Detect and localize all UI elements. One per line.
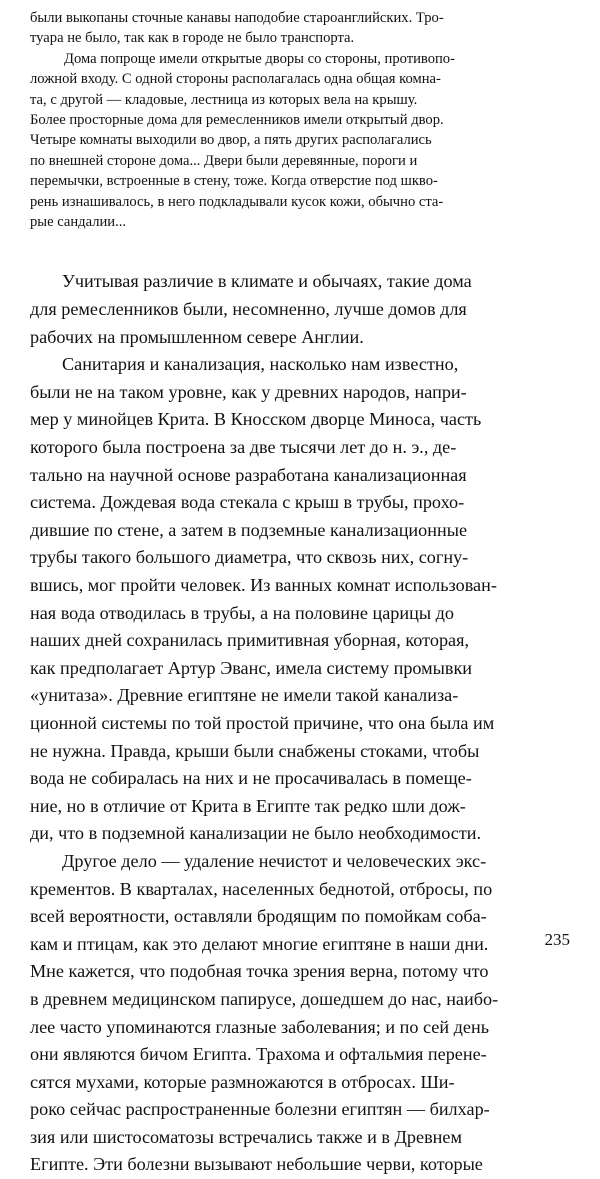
text-line: наших дней сохранилась примитивная уборная, которая, xyxy=(30,630,470,651)
text-line: Санитария и канализация, насколько нам известно, xyxy=(62,354,459,375)
quote-line: рень изнашивалось, в него подкладывали кусок кожи, обычно ста- xyxy=(30,193,444,210)
text-line: Египте. Эти болезни вызывают небольшие черви, которые xyxy=(30,1154,483,1175)
text-line: лее часто упоминаются глазные заболевания; и по сей день xyxy=(30,1016,489,1037)
text-line: «унитаза». Древние египтяне не имели такой канализа- xyxy=(30,685,459,706)
quote-line: были выкопаны сточные канавы наподобие староанглийских. Тро- xyxy=(30,10,444,26)
section-gap xyxy=(30,232,570,268)
quote-line: по внешней стороне дома... Двери были деревянные, пороги и xyxy=(30,152,418,169)
quote-line: Четыре комнаты выходили во двор, а пять других располагались xyxy=(30,132,432,149)
text-line: которого была построена за две тысячи лет до н. э., де- xyxy=(30,437,457,458)
text-line: ционной системы по той простой причине, что она была им xyxy=(30,712,495,733)
text-line: они являются бичом Египта. Трахома и офтальмия перене- xyxy=(30,1044,487,1065)
text-line: кам и птицам, как это делают многие египтяне в наши дни. xyxy=(30,933,489,954)
text-line: система. Дождевая вода стекала с крыш в трубы, прохо- xyxy=(30,492,465,513)
quote-line: ложной входу. С одной стороны располагалась одна общая комна- xyxy=(30,71,441,88)
page-number: 235 xyxy=(544,930,570,949)
text-line: вшись, мог пройти человек. Из ванных комнат использован- xyxy=(30,575,497,595)
book-page xyxy=(30,8,570,1175)
quote-line: перемычки, встроенные в стену, тоже. Когда отверстие под шкво- xyxy=(30,173,438,190)
text-line: вода не собиралась на них и не просачивалась в помеще- xyxy=(30,768,472,789)
text-line: роко сейчас распространенные болезни египтян — билхар- xyxy=(30,1099,490,1120)
text-line: ние, но в отличие от Крита в Египте так редко шли дож- xyxy=(30,795,466,816)
text-line: всей вероятности, оставляли бродящим по помойкам соба- xyxy=(30,906,487,927)
quote-line: туара не было, так как в городе не было транспорта. xyxy=(30,30,355,47)
text-line: в древнем медицинском папирусе, дошедшем до нас, наибо- xyxy=(30,988,499,1009)
text-line: для ремесленников были, несомненно, лучше домов для xyxy=(30,299,467,320)
text-line: ди, что в подземной канализации не было необходимости. xyxy=(30,823,482,844)
text-line: ная вода отводилась в трубы, а на половине царицы до xyxy=(30,602,454,623)
text-line: Учитывая различие в климате и обычаях, такие дома xyxy=(62,271,472,292)
text-line: не нужна. Правда, крыши были снабжены стоками, чтобы xyxy=(30,740,480,761)
quote-line: Дома попроще имели открытые дворы со стороны, противопо- xyxy=(64,50,455,67)
quote-line: та, с другой — кладовые, лестница из которых вела на крышу. xyxy=(30,91,418,108)
text-line: тально на научной основе разработана канализационная xyxy=(30,464,467,485)
text-line: рабочих на промышленном севере Англии. xyxy=(30,326,364,347)
quote-line: рые сандалии... xyxy=(30,214,127,231)
text-line: крементов. В кварталах, населенных беднотой, отбросы, по xyxy=(30,878,493,899)
text-line: как предполагает Артур Эванс, имела систему промывки xyxy=(30,657,473,678)
text-line: сятся мухами, которые размножаются в отбросах. Ши- xyxy=(30,1071,455,1092)
text-line: зия или шистосоматозы встречались также и в Древнем xyxy=(30,1126,462,1147)
text-line: мер у минойцев Крита. В Кносском дворце Миноса, часть xyxy=(30,409,482,430)
text-line: Другое дело — удаление нечистот и человеческих экс- xyxy=(62,850,487,871)
text-line: дившие по стене, а затем в подземные канализационные xyxy=(30,519,468,540)
text-line: Мне кажется, что подобная точка зрения верна, потому что xyxy=(30,961,489,982)
quote-line: Более просторные дома для ремесленников имели открытый двор. xyxy=(30,112,444,129)
text-line: трубы такого большого диаметра, что сквозь них, согну- xyxy=(30,547,469,568)
main-text xyxy=(30,268,570,1179)
text-line: были не на таком уровне, как у древних народов, напри- xyxy=(30,381,467,402)
quoted-passage xyxy=(30,8,570,232)
